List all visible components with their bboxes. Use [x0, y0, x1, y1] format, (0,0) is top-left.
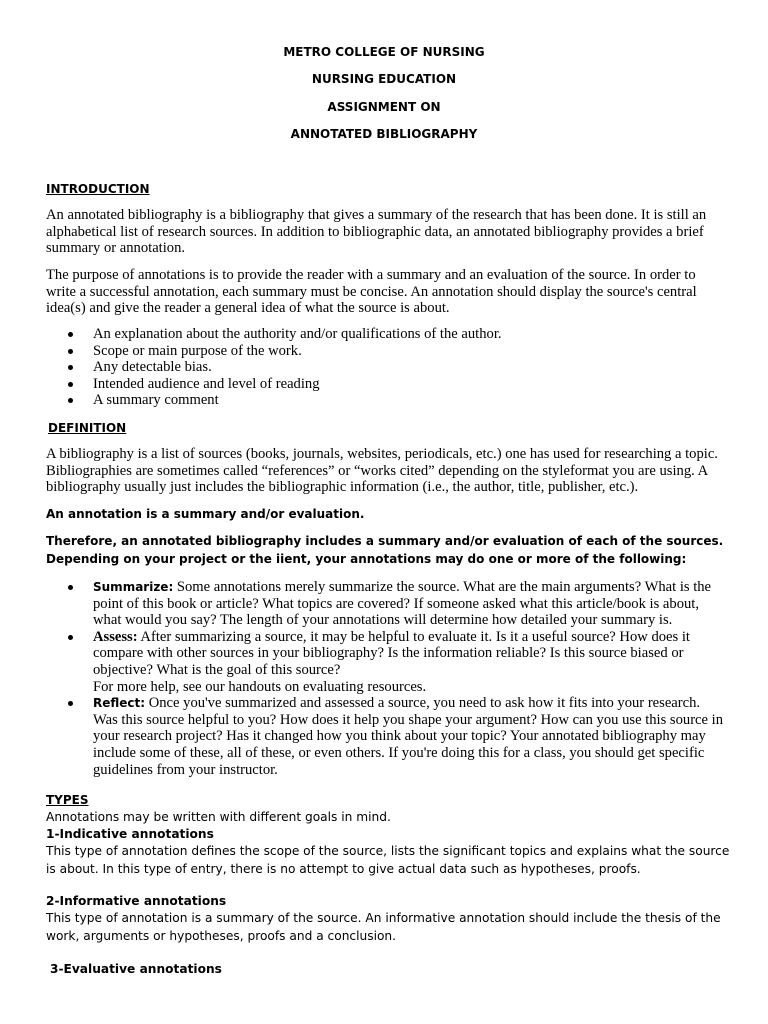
- bullet-icon: [68, 365, 73, 370]
- list-item: Scope or main purpose of the work.: [46, 343, 726, 360]
- introduction-paragraph-2: The purpose of annotations is to provide the reader with a summary and an evaluation of the source. In order to write a successful annotation, each summary must be concise. An annotation should display the source's central idea(s) and give the reader a general idea of what the source is about.: [46, 267, 697, 317]
- definition-paragraph: A bibliography is a list of sources (books, journals, websites, periodicals, etc.) one has used for researching a topic. Bibliographies are sometimes called “references” or “works cited” depending on the styleformat you are using. A bibliography usually just includes the bibliographic information (i.e., the author, title, publisher, etc.).: [46, 446, 718, 496]
- assess-label: Assess:: [93, 628, 138, 645]
- bullet-icon: [68, 398, 73, 403]
- bullet-icon: [68, 332, 73, 337]
- list-item-summarize: [46, 579, 726, 629]
- list-item: An explanation about the authority and/or qualifications of the author.: [46, 326, 726, 343]
- types-heading: TYPES: [46, 793, 89, 807]
- summarize-label: Summarize:: [93, 580, 174, 594]
- definition-bold-statement: An annotation is a summary and/or evaluation.: [46, 507, 365, 521]
- type-1-title: 1-Indicative annotations: [46, 827, 214, 841]
- assess-text: After summarizing a source, it may be helpful to evaluate it. Is it a useful source? How does it compare with other sources in your bibliography? Is the information reliable? Is this source biased or objective? What is the goal of this source?: [93, 628, 690, 678]
- department-name: NURSING EDUCATION: [311, 72, 457, 86]
- type-3-title: 3-Evaluative annotations: [50, 962, 222, 976]
- introduction-bullet-list: [46, 326, 726, 409]
- types-intro: Annotations may be written with different goals in mind.: [46, 810, 391, 824]
- introduction-heading: INTRODUCTION: [46, 182, 150, 196]
- assignment-topic: ANNOTATED BIBLIOGRAPHY: [290, 127, 478, 141]
- reflect-text: Once you've summarized and assessed a source, you need to ask how it fits into your research. Was this source helpful to you? How does it help you shape your argument? How can you use this source in your research project? Has it changed how you think about your topic? Your annotated bibliography may include some of these, all of these, or even others. If you're doing this for a class, you should get specific guidelines from your instructor.: [93, 695, 724, 778]
- college-name: METRO COLLEGE OF NURSING: [283, 45, 485, 59]
- list-item: Intended audience and level of reading: [46, 376, 726, 393]
- definition-bold-paragraph: Therefore, an annotated bibliography includes a summary and/or evaluation of each of the sources. Depending on your project or the iient, your annotations may do one or more of the following:: [46, 534, 724, 566]
- summarize-text: Some annotations merely summarize the source. What are the main arguments? What is the point of this book or article? What topics are covered? If someone asked what this article/book is about, what would you say? The length of your annotations will determine how detailed your summary is.: [93, 579, 712, 629]
- reflect-label: Reflect:: [93, 696, 146, 711]
- assignment-label: ASSIGNMENT ON: [327, 100, 441, 114]
- type-1-text: This type of annotation defines the scope of the source, lists the significant topics and explains what the source is about. In this type of entry, there is no attempt to give actual data such as hypotheses, proofs.: [46, 844, 730, 876]
- list-item-assess: [46, 629, 726, 695]
- type-2-text: This type of annotation is a summary of the source. An informative annotation should include the thesis of the work, arguments or hypotheses, proofs and a conclusion.: [46, 911, 721, 943]
- bullet-icon: [68, 382, 73, 387]
- list-item-reflect: [46, 695, 726, 778]
- list-item: A summary comment: [46, 392, 726, 409]
- bullet-icon: [68, 635, 73, 640]
- bullet-icon: [68, 585, 73, 590]
- type-2-title: 2-Informative annotations: [46, 894, 227, 908]
- bullet-icon: [68, 701, 73, 706]
- assess-extra-text: For more help, see our handouts on evaluating resources.: [93, 678, 427, 695]
- introduction-paragraph-1: An annotated bibliography is a bibliography that gives a summary of the research that has been done. It is still an alphabetical list of research sources. In addition to bibliographic data, an annotated bibliography provides a brief summary or annotation.: [46, 207, 707, 257]
- list-item: Any detectable bias.: [46, 359, 726, 376]
- definition-heading: DEFINITION: [48, 421, 127, 435]
- bullet-icon: [68, 349, 73, 354]
- annotation-functions-list: [46, 579, 726, 778]
